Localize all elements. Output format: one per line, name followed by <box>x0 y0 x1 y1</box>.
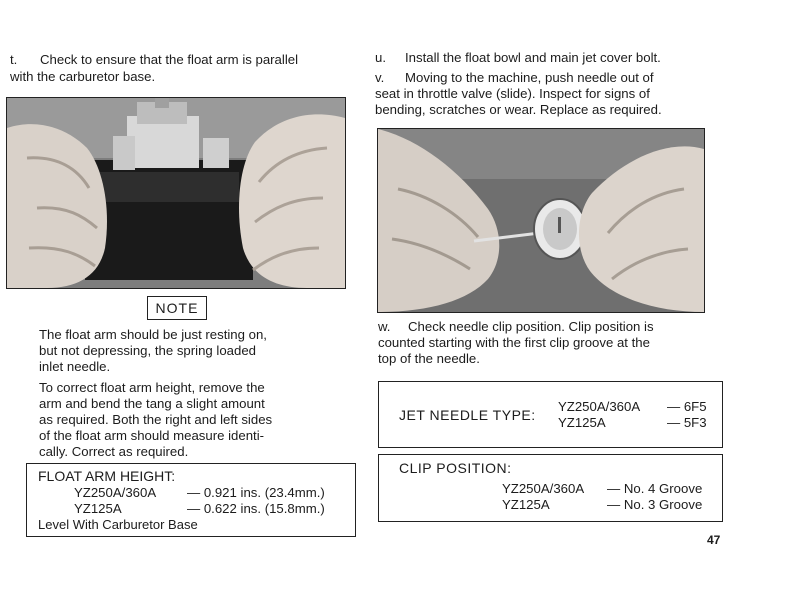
clip-row-1-value: — No. 4 Groove <box>607 481 703 496</box>
step-t-marker: t. <box>10 52 18 67</box>
clip-row-1-model: YZ250A/360A <box>502 481 585 496</box>
step-v-line-3: bending, scratches or wear. Replace as required. <box>375 102 662 117</box>
step-w-line-3: top of the needle. <box>378 351 480 366</box>
page-number: 47 <box>707 533 721 547</box>
note-p2-line-4: of the float arm should measure identi- <box>39 428 265 443</box>
float-box-title: FLOAT ARM HEIGHT: <box>38 468 176 484</box>
step-t-line-1: Check to ensure that the float arm is parallel <box>40 52 299 67</box>
jet-row-2-model: YZ125A <box>558 415 606 430</box>
step-t <box>10 52 350 85</box>
note-p2-line-3: as required. Both the right and left sides <box>39 412 273 427</box>
step-w-line-1: Check needle clip position. Clip position is <box>408 319 654 334</box>
jet-needle-type-box <box>378 381 723 448</box>
float-row-2-model: YZ125A <box>74 501 122 516</box>
float-row-1-value: — 0.921 ins. (23.4mm.) <box>187 485 325 500</box>
step-u-line-1: Install the float bowl and main jet cover bolt. <box>405 50 661 65</box>
note-p2-line-5: cally. Correct as required. <box>39 444 189 459</box>
step-t-line-2: with the carburetor base. <box>10 69 156 84</box>
note-label: NOTE <box>147 296 207 320</box>
step-v-line-2: seat in throttle valve (slide). Inspect for signs of <box>375 86 650 101</box>
float-row-2-value: — 0.622 ins. (15.8mm.) <box>187 501 325 516</box>
note-p1-line-2: but not depressing, the spring loaded <box>39 343 257 358</box>
step-v-marker: v. <box>375 70 385 85</box>
carburetor-illustration <box>7 98 345 288</box>
step-w-marker: w. <box>378 319 391 334</box>
float-box-footer: Level With Carburetor Base <box>38 517 198 532</box>
jet-row-2-value: — 5F3 <box>667 415 707 430</box>
note-p1-line-1: The float arm should be just resting on, <box>39 327 267 342</box>
note-p1-line-3: inlet needle. <box>39 359 111 374</box>
note-p2-line-1: To correct float arm height, remove the <box>39 380 265 395</box>
step-w <box>378 319 718 367</box>
note-p2-line-2: arm and bend the tang a slight amount <box>39 396 265 411</box>
jet-box-label: JET NEEDLE TYPE: <box>399 407 536 423</box>
clip-position-box <box>378 454 723 522</box>
step-v <box>375 70 715 118</box>
clip-row-2-model: YZ125A <box>502 497 550 512</box>
step-w-line-2: counted starting with the first clip groove at the <box>378 335 650 350</box>
step-u-marker: u. <box>375 50 386 65</box>
carburetor-photo <box>6 97 346 289</box>
note-paragraph-1 <box>39 327 339 375</box>
needle-illustration <box>378 129 704 312</box>
float-arm-height-box <box>26 463 356 537</box>
clip-row-2-value: — No. 3 Groove <box>607 497 703 512</box>
float-row-1-model: YZ250A/360A <box>74 485 157 500</box>
step-v-line-1: Moving to the machine, push needle out of <box>405 70 654 85</box>
throttle-valve-photo <box>377 128 705 313</box>
clip-box-label: CLIP POSITION: <box>399 460 512 476</box>
jet-row-1-model: YZ250A/360A <box>558 399 641 414</box>
note-paragraph-2 <box>39 380 349 460</box>
step-u <box>375 50 725 66</box>
jet-row-1-value: — 6F5 <box>667 399 707 414</box>
